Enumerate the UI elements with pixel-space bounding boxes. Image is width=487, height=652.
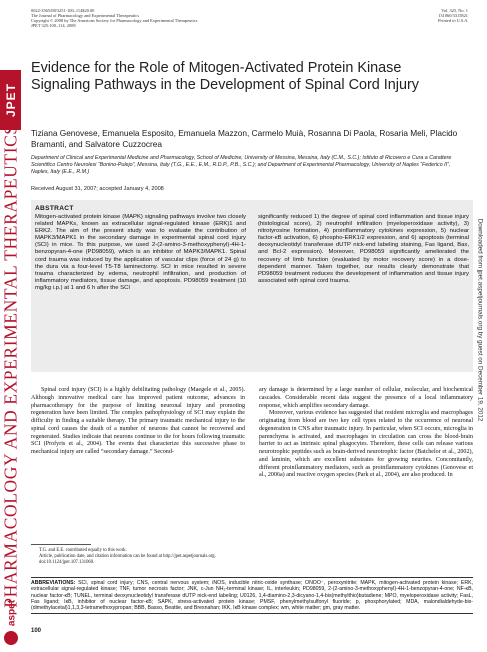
journal-sidebar [0, 0, 27, 652]
author-list: Tiziana Genovese, Emanuela Esposito, Emanuela Mazzon, Carmelo Muià, Rosanna Di Paola, Rosaria Meli, Placido Bramanti, and Salvatore Cuzzocrea [31, 128, 458, 149]
abbreviations-box [31, 577, 473, 614]
paragraph: ary damage is determined by a large number of cellular, molecular, and biochemical cascades. Considerable recent data suggest the presence of a local inflammatory response, which amplifies secondary damage. [259, 387, 473, 409]
affiliations: Department of Clinical and Experimental Medicine and Pharmacology, School of Medicine, University of Messina, Messina, Italy (C.M., S.C.); Istituto di Ricovero e Cura a Carattere Scientifico Centro Neurolesi “Bonino-Pulejo”, Messina, Italy (T.G., E.E., E.M., R.D.P., P.B., S.C.); and Department of Experimental Pharmacology, University of Naples “Federico II”, Naples, Italy (E.E., R.M.) [31, 155, 452, 175]
footnotes: T.G. and E.E. contributed equally to this work. Article, publication date, and citation information can be found at http://jpet.aspetjournals.org. doi:10.1124/jpet.107.131060. [39, 548, 216, 565]
page-number: 100 [31, 628, 42, 634]
paragraph: Spinal cord injury (SCI) is a highly debilitating pathology (Maegele et al., 2005). Although innovative medical care has improved patient outcome, advances in pharmacotherapy for the purpose of limiting neuronal injury and promoting regeneration have been limited. The complex pathophysiology of SCI may explain the difficulty in finding a suitable therapy. The primary traumatic mechanical injury to the spinal cord causes the death of a number of neurons that cannot be recovered and regenerated. Studies indicate that neurons continue to die for hours following traumatic SCI (Profyris et al., 2004). The events that characterize this successive phase to mechanical injury are called “secondary damage.” Second- [31, 387, 245, 455]
body-right-column [259, 387, 473, 480]
abbreviations-label: ABBREVIATIONS: [31, 580, 76, 586]
received-date: Received August 31, 2007; accepted January 4, 2008 [31, 186, 164, 192]
footnote-divider [31, 544, 91, 545]
abstract-box [31, 200, 473, 372]
paragraph: Moreover, various evidence has suggested that resident microglia and macrophages originating from blood are two key cell types related to the occurrence of neuronal degeneration in CNS after traumatic injury. In particular, when SCI occurs, microglia in parenchyma is activated, and macrophages in circulation can cross the blood-brain barrier to act as intrinsic spinal phagocytes. Therefore, these cells can release various neurotrophic peptides such as brain-derived neurotrophic factor (Batchelor et al., 2002), and laminin, which are excellent substrates for growing neurites. Concomitantly, different proinflammatory mediators, such as proinflammatory cytokines (Genovese et al., 2006a) and reactive oxygen species (Park et al., 2004), are also produced. In [259, 410, 473, 479]
body-text [31, 387, 473, 480]
publication-info: 0022-3565/08/3251-100–114$20.00 The Journal of Pharmacology and Experimental Therapeutics Copyright © 2008 by The American Society for Pharmacology and Experimental Therapeutics JPET 325:100–114, 2008 [31, 8, 198, 29]
abstract-left-column: Mitogen-activated protein kinase (MAPK) signaling pathways involve two closely related MAPKs, known as extracellular signal-regulated kinase (ERK)1 and ERK2. The aim of the present study was to evaluate the contribution of MAPK3/MAPK1 in the secondary damage in experimental spinal cord injury (SCI) in mice. To this purpose, we used 2-(2-amino-3-methoxyphenyl)-4H-1-benzopyran-4-one (PD98059), which is an inhibitor of MAPK3/MAPK1. Spinal cord trauma was induced by the application of vascular clips (force of 24 g) to the dura via a four-level T5-T8 laminectomy. SCI in mice resulted in severe trauma characterized by edema, neutrophil infiltration, and production of inflammatory mediators, tissue damage, and apoptosis. PD98059 treatment (10 mg/kg i.p.) at 1 and 6 h after the SCI [35, 214, 246, 291]
logo-circle-icon [4, 631, 18, 645]
abstract-heading: ABSTRACT [35, 205, 74, 212]
body-left-column [31, 387, 245, 480]
aspet-logo: aspet [1, 600, 23, 650]
abstract-right-column: significantly reduced 1) the degree of spinal cord inflammation and tissue injury (histological score), 2) neutrophil infiltration (myeloperoxidase activity), 3) nitrotyrosine formation, 4) proinflammatory cytokines expression, 5) nuclear factor-κB activation, 6) phospho-ERK1/2 expression, and 6) apoptosis (terminal deoxynucleotidyl transferase dUTP nick-end labeling staining, Fas ligand, Bax, and Bcl-2 expression). Moreover, PD98059 significantly ameliorated the recovery of limb function (evaluated by motor recovery score) in a dose-dependent manner. Taken together, our results clearly demonstrate that PD98059 treatment reduces the development of inflammation and tissue injury associated with spinal cord trauma. [258, 214, 469, 284]
abbreviations-text: SCI, spinal cord injury; CNS, central nervous system; iNOS, inducible nitric-oxide synthase; ONOO⁻, peroxynitrite; MAPK, mitogen-activated protein kinase; ERK, extracellular signal-regulated kinase; TNF, tumor necrosis factor; JNK, c-Jun NH₂-terminal kinase; IL, interleukin; PD98059, 2-(2-amino-3-methoxyphenyl)-4H-1-benzopyran-4-one; NF-κB, nuclear factor-κB; TUNEL, terminal deoxynucleotidyl transferase dUTP nick-end labeling; U0126, 1,4-diamino-2,3-dicyano-1,4-bis(methylthio)butadiene; MPO, myeloperoxidase activity; FasL, Fas ligand; IκB, inhibitor of nuclear factor-κB; SAPK, stress-activated protein kinase; PMSF, phenylmethylsulfonyl fluoride; p, phosphorylated; MDA, malondialdehyde-bis-(dimethylacetal)1,1,3,3-tetramethoxypropan; BBB, Basso, Beattie, and Bresnahan; IKK, IκB kinase complex; wm, white matter; gm, gray matter. [31, 580, 473, 611]
journal-name: PHARMACOLOGY AND EXPERIMENTAL THERAPEUTICS [0, 123, 21, 608]
download-notice: Downloaded from jpet.aspetjournals.org by guest on December 19, 2012 [476, 218, 484, 422]
article-title: Evidence for the Role of Mitogen-Activated Protein Kinase Signaling Pathways in the Development of Spinal Cord Injury [31, 60, 419, 93]
jpet-badge: JPET [0, 70, 21, 130]
volume-info: Vol. 325, No. 1 131060/3315821 Printed in U.S.A. [437, 8, 468, 24]
